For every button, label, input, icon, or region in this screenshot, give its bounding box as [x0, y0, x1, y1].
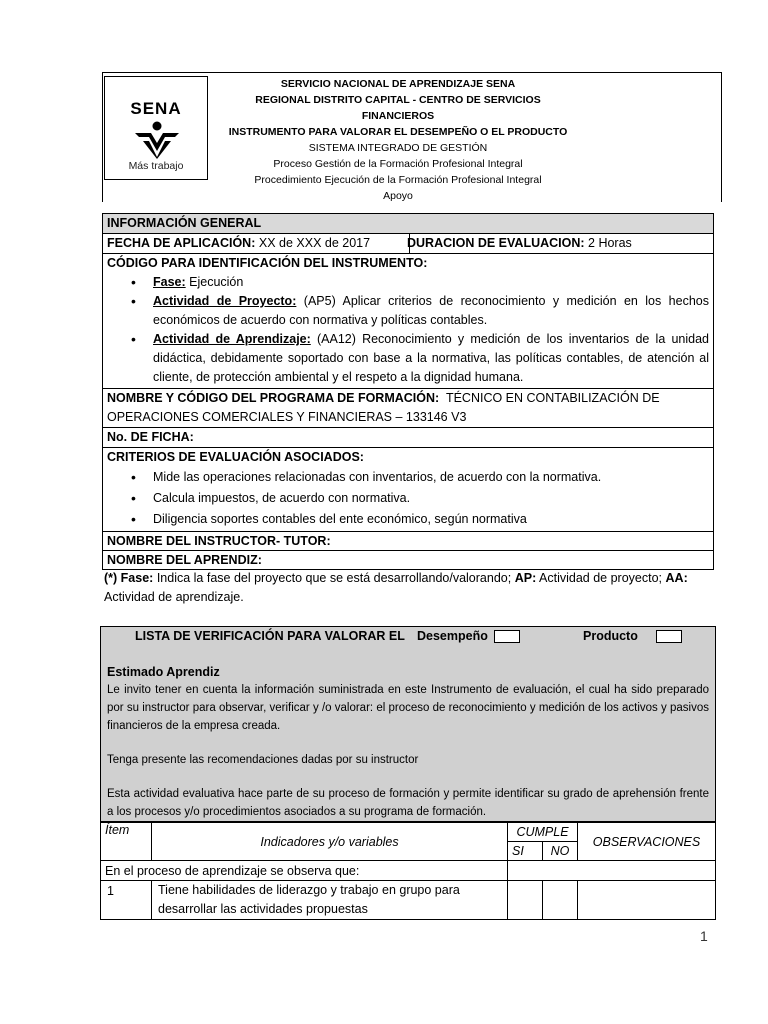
checklist-para-3: Esta actividad evaluativa hace parte de su proceso de formación y permite identificar su grado de aprehensión frente a los procesos y/o procedimientos asociados a su programa de formación. — [107, 788, 709, 818]
abbreviations-note — [104, 569, 720, 607]
header-line-2: REGIONAL DISTRITO CAPITAL - CENTRO DE SERVICIOS FINANCIEROS — [255, 94, 541, 122]
note-fase-key: (*) Fase: — [104, 571, 154, 585]
checklist-para-1: Le invito tener en cuenta la información suministrada en este Instrumento de evaluación, el cual ha sido preparado por su instructor para observar, verificar y /o valorar: el proceso de reconocimiento y medición de los activos y pasivos financieros de la empresa creada. — [107, 684, 709, 732]
actividad-proyecto-item — [153, 292, 709, 330]
checklist-title: LISTA DE VERIFICACIÓN PARA VALORAR EL — [135, 629, 405, 643]
checklist-box — [100, 626, 716, 822]
note-aa-text: Actividad de aprendizaje. — [104, 590, 244, 604]
fecha-duracion-row — [103, 234, 713, 254]
sena-emblem-icon — [129, 121, 185, 159]
note-ap-key: AP: — [514, 571, 537, 585]
row-indicador: Tiene habilidades de liderazgo y trabajo en grupo para desarrollar las actividades propuestas — [152, 881, 508, 919]
sena-logo — [104, 76, 208, 180]
row-si-cell[interactable] — [508, 881, 543, 919]
col-header-cumple: CUMPLE — [508, 823, 578, 842]
desempeno-label: Desempeño — [417, 629, 488, 643]
note-fase-text: Indica la fase del proyecto que se está desarrollando/valorando; — [156, 571, 512, 585]
col-header-indicadores: Indicadores y/o variables — [152, 823, 508, 861]
row-observaciones-cell[interactable] — [578, 881, 715, 919]
duracion-cell — [405, 234, 632, 253]
note-ap-text: Actividad de proyecto; — [539, 571, 663, 585]
checklist-para-2: Tenga presente las recomendaciones dadas por su instructor — [107, 754, 419, 766]
criterios-list — [107, 467, 709, 530]
col-header-observaciones: OBSERVACIONES — [578, 823, 715, 861]
criterio-item: • Calcula impuestos, de acuerdo con normativa. — [153, 488, 709, 509]
criterio-item: • Mide las operaciones relacionadas con inventarios, de acuerdo con la normativa. — [153, 467, 709, 488]
actividad-proyecto-label: Actividad de Proyecto: — [153, 294, 297, 308]
ficha-row — [103, 428, 713, 448]
col-header-item: Ítem — [101, 823, 152, 861]
fecha-value: XX de XXX de 2017 — [258, 236, 371, 250]
header-line-1: SERVICIO NACIONAL DE APRENDIZAJE SENA — [280, 78, 516, 90]
instructor-row — [103, 532, 713, 551]
section-row-empty — [508, 861, 715, 881]
duracion-value: 2 Horas — [588, 236, 632, 250]
desempeno-checkbox[interactable] — [494, 630, 520, 643]
section-title-row — [103, 214, 713, 234]
ficha-label: No. DE FICHA: — [107, 430, 194, 444]
actividad-proyecto-value: (AP5) Aplicar criterios de reconocimiento y medición en los hechos económicos de acuerdo con normativa y políticas contables. — [153, 294, 709, 327]
evaluation-table — [100, 822, 716, 920]
logo-slogan: Más trabajo — [128, 160, 184, 172]
header-line-5: Proceso Gestión de la Formación Profesional Integral — [273, 158, 523, 170]
fecha-cell — [103, 234, 410, 253]
fase-item — [153, 273, 709, 292]
col-header-si: SI — [508, 842, 543, 861]
header-titles — [220, 76, 576, 204]
row-item-number: 1 — [101, 881, 152, 919]
checklist-greeting: Estimado Aprendiz — [107, 665, 220, 679]
logo-text: SENA — [130, 99, 182, 118]
programa-row — [103, 389, 713, 428]
fase-value: Ejecución — [189, 275, 244, 289]
header-line-6: Procedimiento Ejecución de la Formación Profesional Integral — [254, 174, 542, 186]
row-no-cell[interactable] — [543, 881, 578, 919]
section-title: INFORMACIÓN GENERAL — [107, 216, 262, 230]
desempeno-option — [417, 627, 520, 645]
codigo-title: CÓDIGO PARA IDENTIFICACIÓN DEL INSTRUMENTO: — [107, 256, 428, 270]
page-number: 1 — [700, 928, 708, 944]
criterios-title: CRITERIOS DE EVALUACIÓN ASOCIADOS: — [107, 450, 364, 464]
instructor-label: NOMBRE DEL INSTRUCTOR- TUTOR: — [107, 534, 331, 548]
producto-label: Producto — [583, 629, 638, 643]
producto-checkbox[interactable] — [656, 630, 682, 643]
header-line-7: Apoyo — [383, 190, 413, 202]
programa-value: TÉCNICO EN CONTABILIZACIÓN DE OPERACIONES COMERCIALES Y FINANCIERAS – 133146 V3 — [107, 391, 660, 424]
producto-option — [583, 627, 682, 645]
actividad-aprendizaje-label: Actividad de Aprendizaje: — [153, 332, 311, 346]
actividad-aprendizaje-value: (AA12) Reconocimiento y medición de los inventarios de la unidad didáctica, debidamente soportado con base a la normativa, las políticas contables, de atención al cliente, de protección ambiental y el respeto a la dignidad humana. — [153, 332, 709, 384]
fecha-label: FECHA DE APLICACIÓN: — [107, 236, 256, 250]
header-line-3: INSTRUMENTO PARA VALORAR EL DESEMPEÑO O EL PRODUCTO — [228, 126, 568, 138]
actividad-aprendizaje-item — [153, 330, 709, 387]
programa-label: NOMBRE Y CÓDIGO DEL PROGRAMA DE FORMACIÓN: — [107, 391, 440, 405]
checklist-body — [107, 663, 709, 821]
note-aa-key: AA: — [665, 571, 688, 585]
general-info-table — [102, 213, 714, 570]
codigo-list — [107, 273, 709, 387]
aprendiz-row — [103, 551, 713, 570]
duracion-label: DURACION DE EVALUACION: — [407, 236, 585, 250]
header-line-4: SISTEMA INTEGRADO DE GESTIÓN — [308, 142, 488, 154]
section-row-label: En el proceso de aprendizaje se observa que: — [101, 861, 508, 881]
criterio-item: • Diligencia soportes contables del ente económico, según normativa — [153, 509, 709, 530]
col-header-no: NO — [543, 842, 578, 861]
criterios-row — [103, 448, 713, 532]
codigo-row — [103, 254, 713, 389]
aprendiz-label: NOMBRE DEL APRENDIZ: — [107, 553, 262, 567]
fase-label: Fase: — [153, 275, 186, 289]
